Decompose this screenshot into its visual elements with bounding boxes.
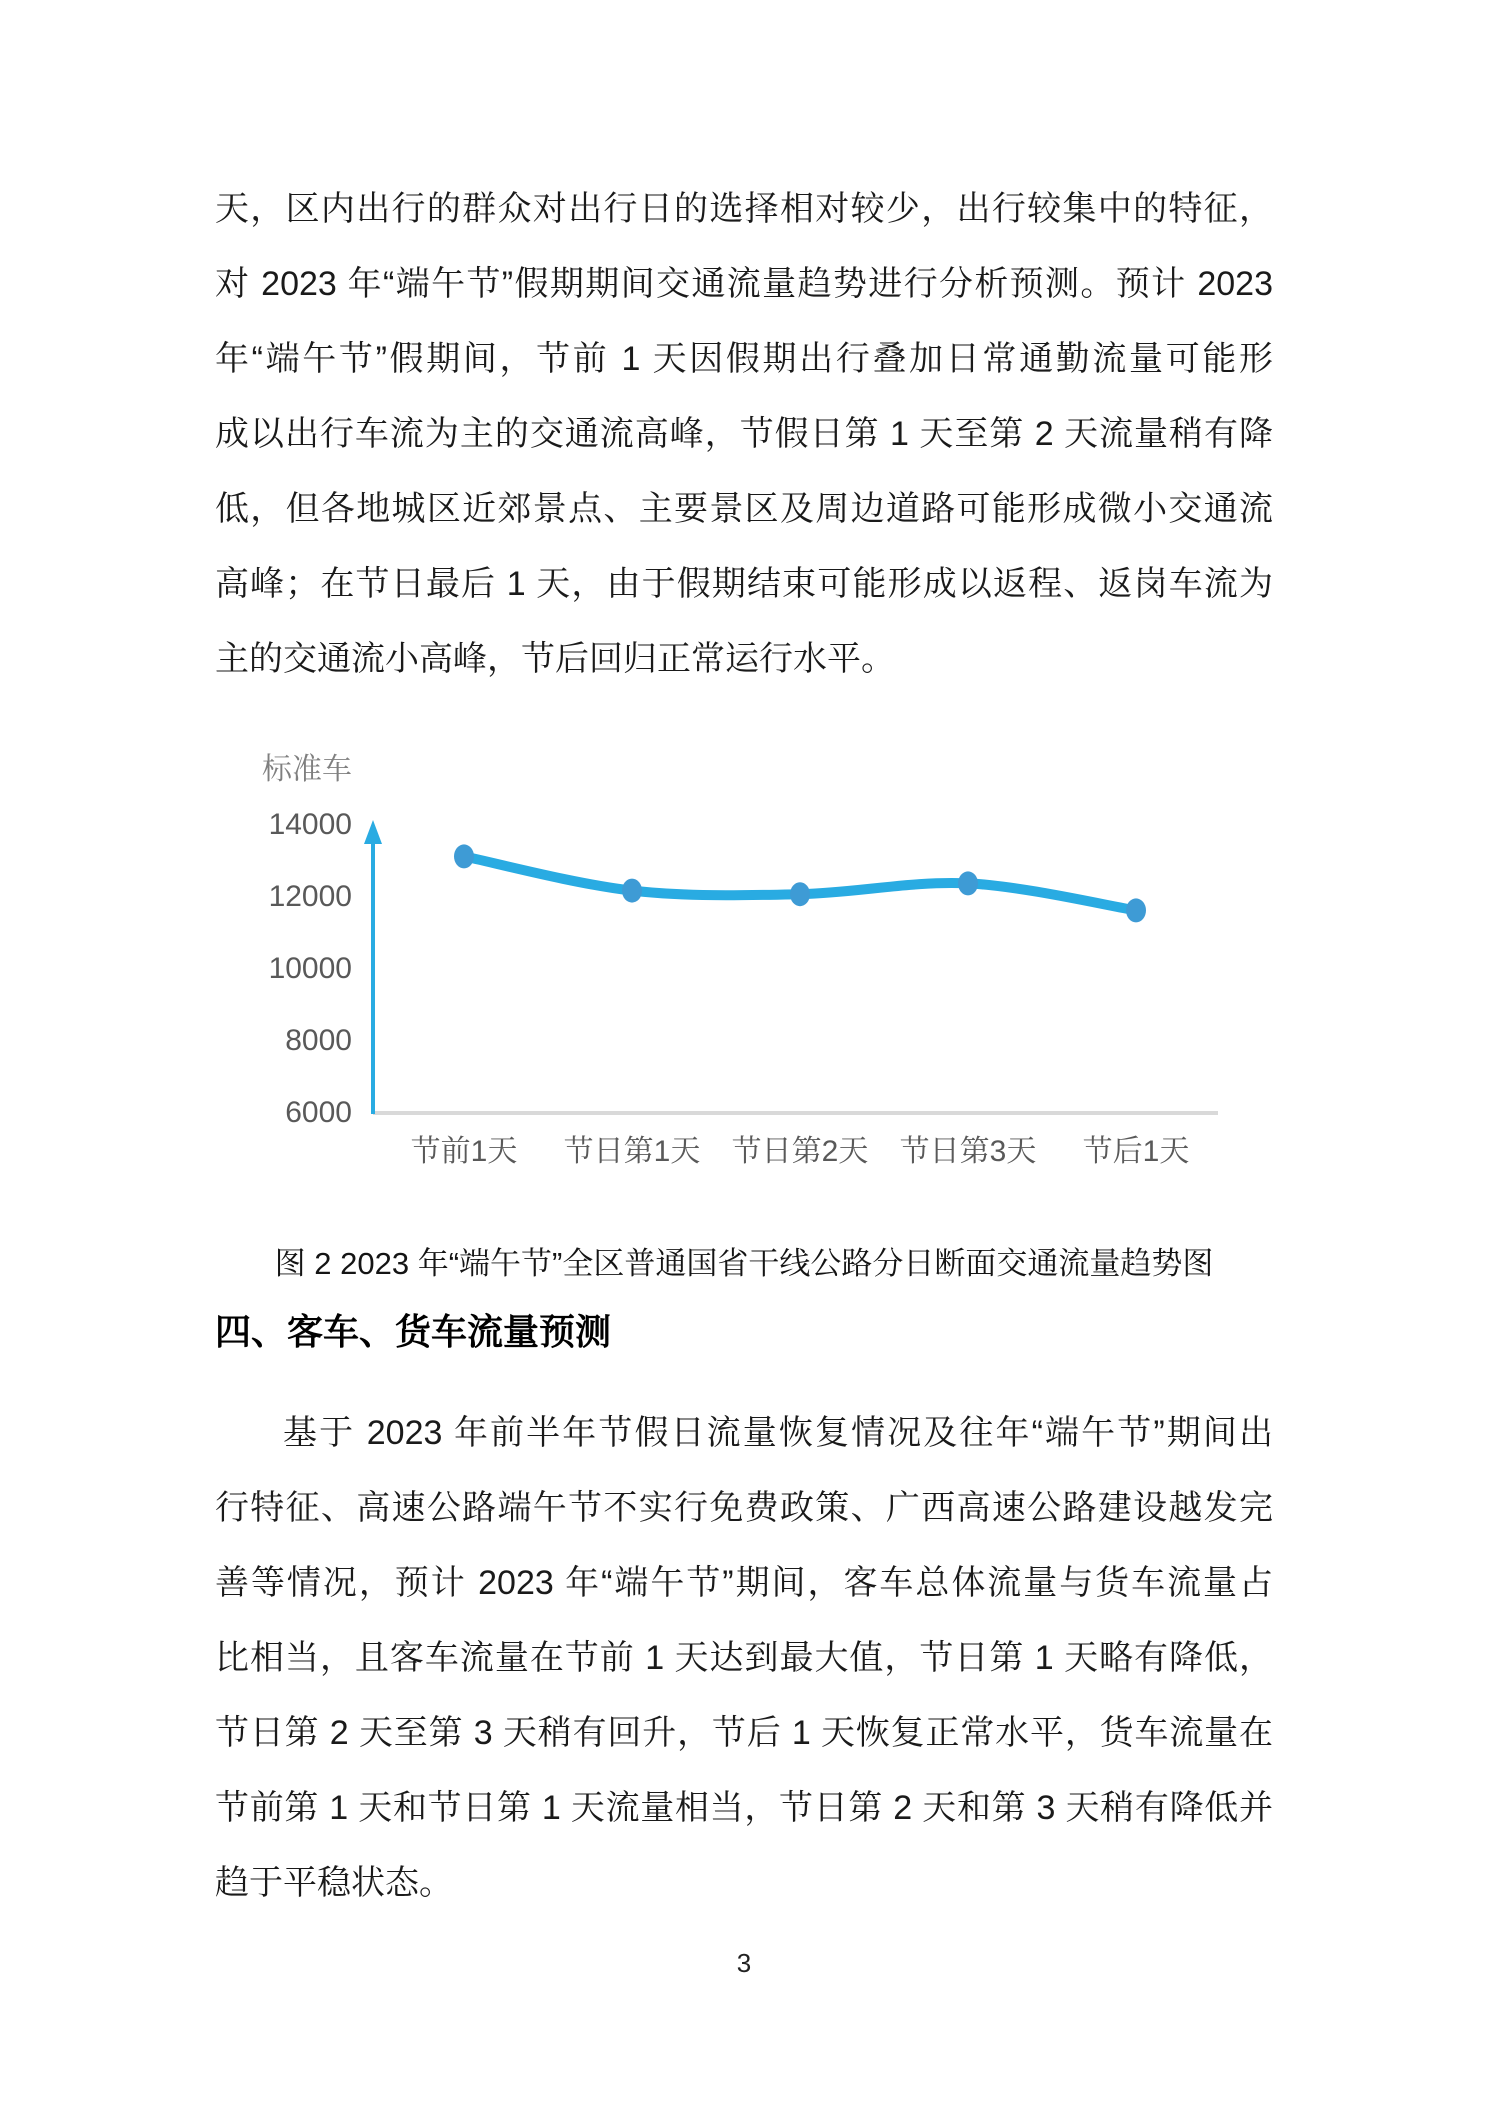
paragraph-2-line: 节日第 2 天至第 3 天稍有回升，节后 1 天恢复正常水平，货车流量在: [215, 1714, 1273, 1752]
page-number: 3: [736, 1948, 752, 1978]
section-heading: 四、客车、货车流量预测: [215, 1311, 612, 1352]
paragraph-2: [215, 1396, 1273, 1921]
paragraph-2-line: 节前第 1 天和节日第 1 天流量相当，节日第 2 天和第 3 天稍有降低并: [215, 1789, 1273, 1827]
y-axis-tick-label: 6000: [285, 1096, 352, 1129]
paragraph-1-line: 对 2023 年“端午节”假期期间交通流量趋势进行分析预测。预计 2023: [215, 265, 1273, 303]
y-axis-tick-label: 10000: [268, 952, 352, 985]
paragraph-1: [215, 172, 1273, 697]
data-point-marker: [1126, 898, 1146, 922]
paragraph-2-line: 基于 2023 年前半年节假日流量恢复情况及往年“端午节”期间出: [283, 1414, 1273, 1452]
y-axis-tick-label: 12000: [268, 880, 352, 913]
x-axis-category-label: 节日第3天: [899, 1135, 1037, 1168]
paragraph-2-line: 善等情况，预计 2023 年“端午节”期间，客车总体流量与货车流量占: [215, 1564, 1273, 1602]
figure-caption: 图 2 2023 年“端午节”全区普通国省干线公路分日断面交通流量趋势图: [274, 1246, 1214, 1281]
y-axis-unit-label: 标准车: [262, 753, 352, 786]
paragraph-1-line: 低，但各地城区近郊景点、主要景区及周边道路可能形成微小交通流: [215, 490, 1273, 528]
y-axis-arrow-icon: [364, 820, 382, 844]
paragraph-2-line: 行特征、高速公路端午节不实行免费政策、广西高速公路建设越发完: [215, 1489, 1273, 1527]
paragraph-1-line: 成以出行车流为主的交通流高峰，节假日第 1 天至第 2 天流量稍有降: [215, 415, 1273, 453]
y-axis-tick-label: 8000: [285, 1024, 352, 1057]
x-axis-category-label: 节前1天: [410, 1135, 518, 1168]
paragraph-1-line: 天，区内出行的群众对出行日的选择相对较少，出行较集中的特征，: [215, 190, 1273, 228]
paragraph-1-line: 主的交通流小高峰，节后回归正常运行水平。: [215, 640, 895, 678]
data-point-marker: [622, 879, 642, 903]
paragraph-2-line: 比相当，且客车流量在节前 1 天达到最大值，节日第 1 天略有降低，: [215, 1639, 1273, 1677]
paragraph-1-line: 高峰；在节日最后 1 天，由于假期结束可能形成以返程、返岗车流为: [215, 565, 1273, 603]
y-axis-tick-label: 14000: [268, 808, 352, 841]
data-point-marker: [790, 882, 810, 906]
x-axis-category-label: 节日第2天: [731, 1135, 869, 1168]
data-point-marker: [958, 871, 978, 895]
paragraph-2-line: 趋于平稳状态。: [215, 1864, 453, 1902]
paragraph-1-line: 年“端午节”假期间，节前 1 天因假期出行叠加日常通勤流量可能形: [215, 340, 1273, 378]
data-point-marker: [454, 844, 474, 868]
x-axis-category-label: 节日第1天: [563, 1135, 701, 1168]
traffic-trend-chart: [0, 730, 1488, 1200]
x-axis-category-label: 节后1天: [1082, 1135, 1190, 1168]
